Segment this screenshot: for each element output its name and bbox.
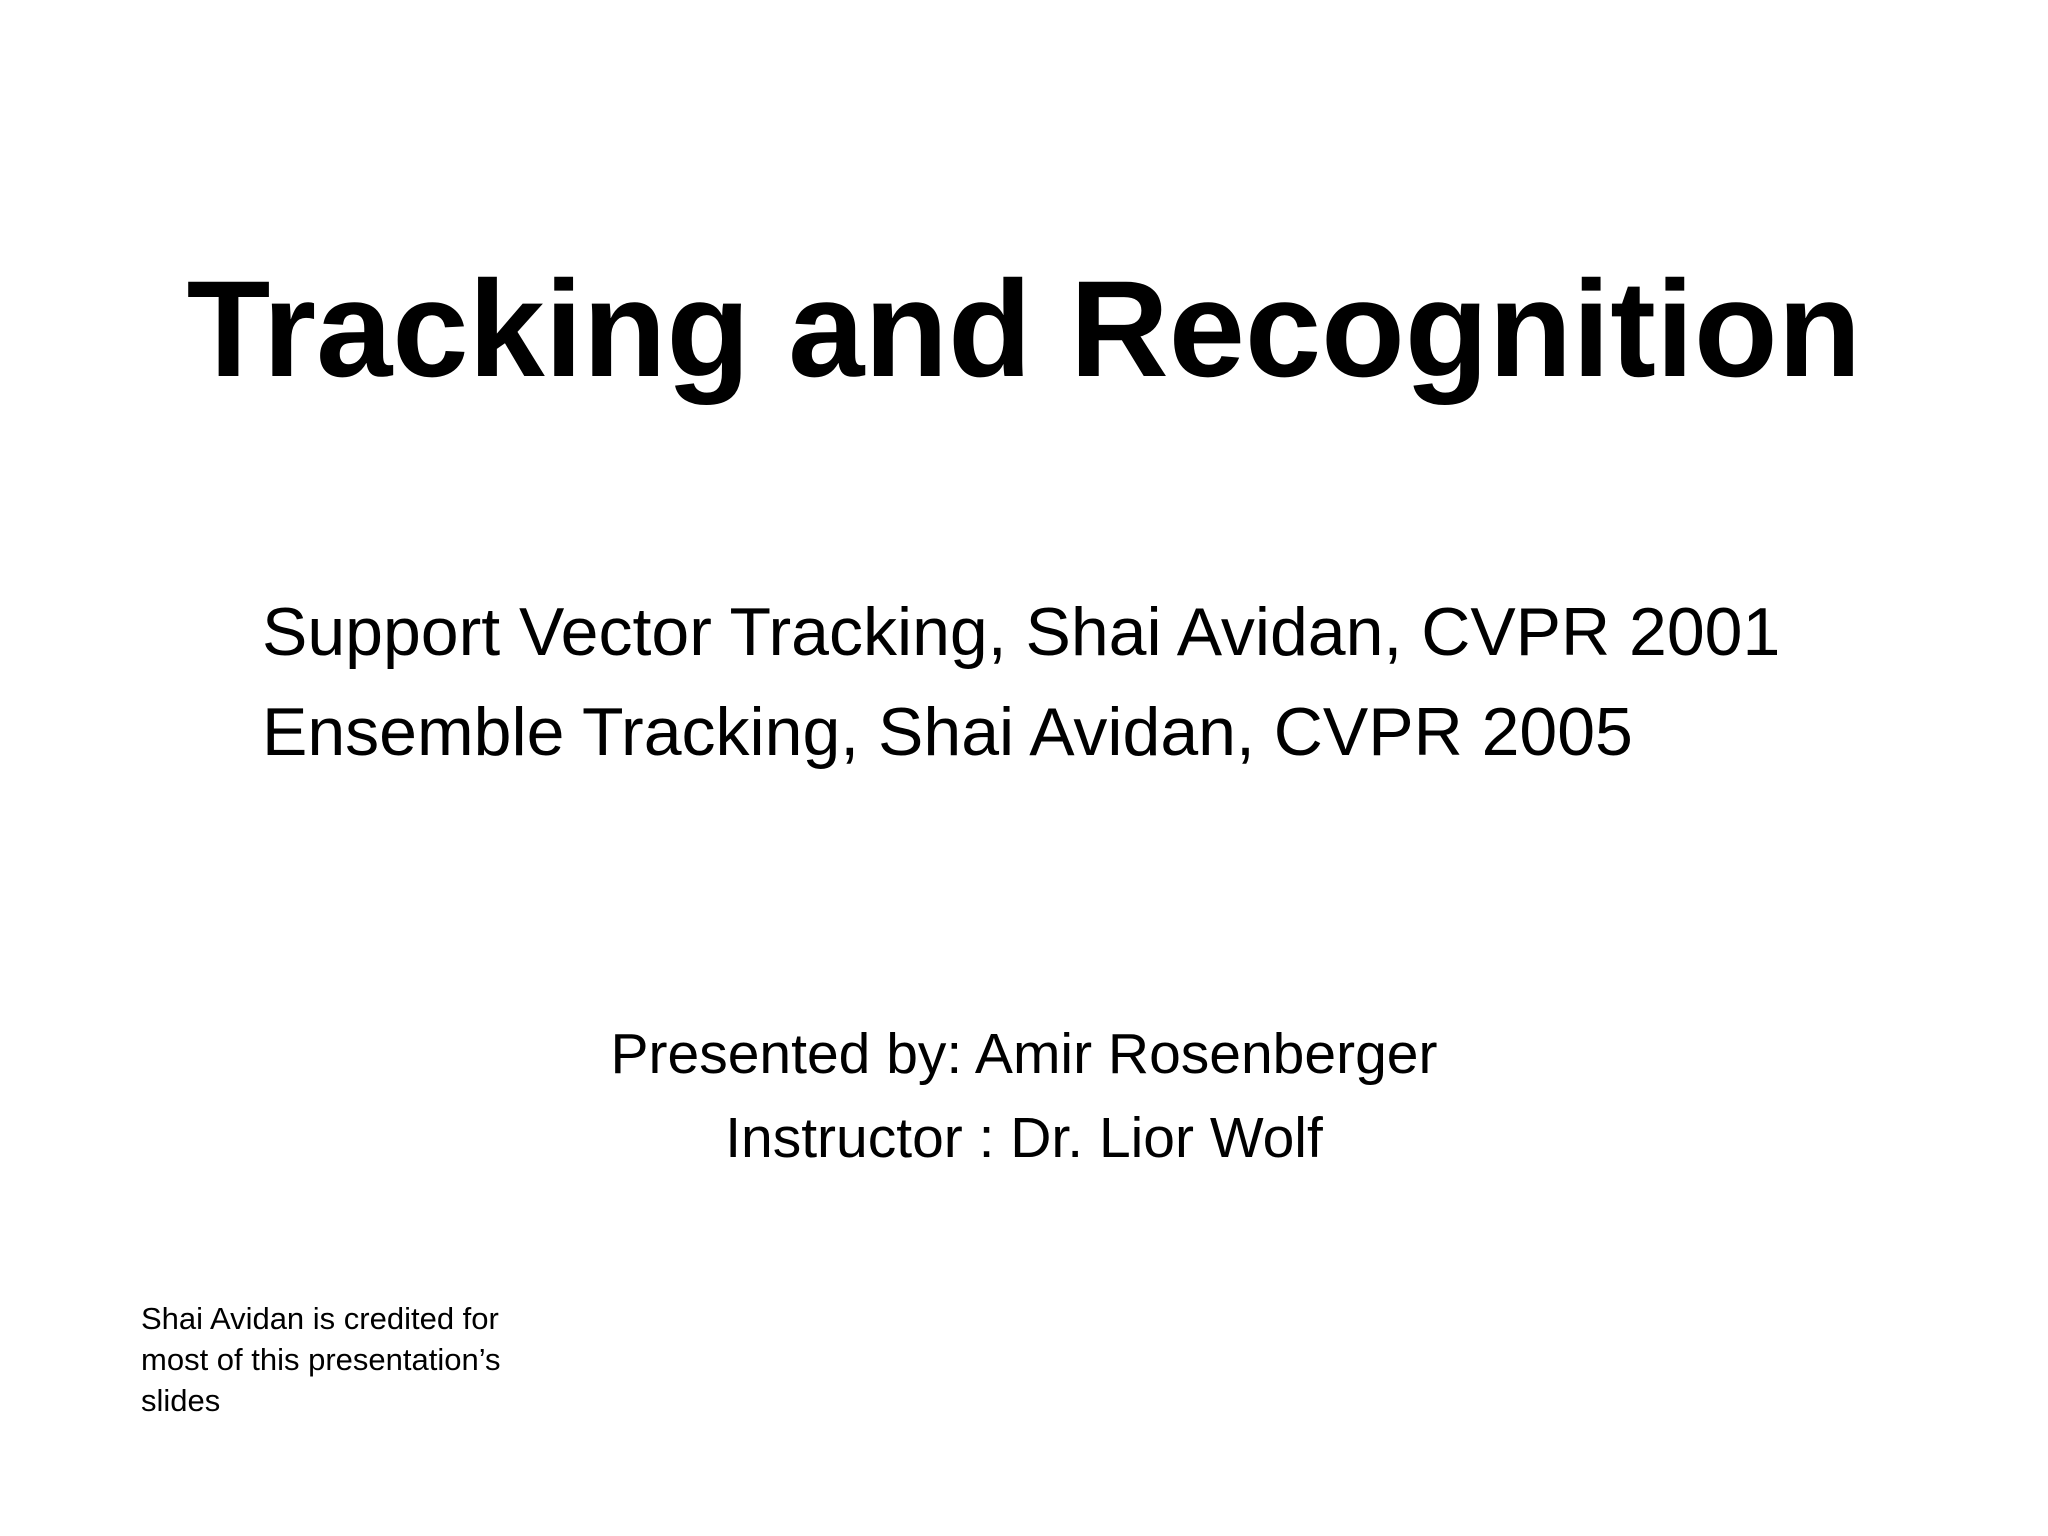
credits	[0, 1012, 2048, 1180]
footnote: Shai Avidan is credited for most of this presentation’s slides	[141, 1301, 501, 1418]
reference-item: Support Vector Tracking, Shai Avidan, CVPR 2001	[262, 594, 1781, 670]
instructor-line: Instructor : Dr. Lior Wolf	[725, 1106, 1323, 1170]
presenter-line: Presented by: Amir Rosenberger	[610, 1022, 1438, 1086]
reference-list	[262, 582, 1962, 782]
slide-title: Tracking and Recognition	[186, 253, 1862, 406]
reference-item: Ensemble Tracking, Shai Avidan, CVPR 2005	[262, 694, 1633, 770]
